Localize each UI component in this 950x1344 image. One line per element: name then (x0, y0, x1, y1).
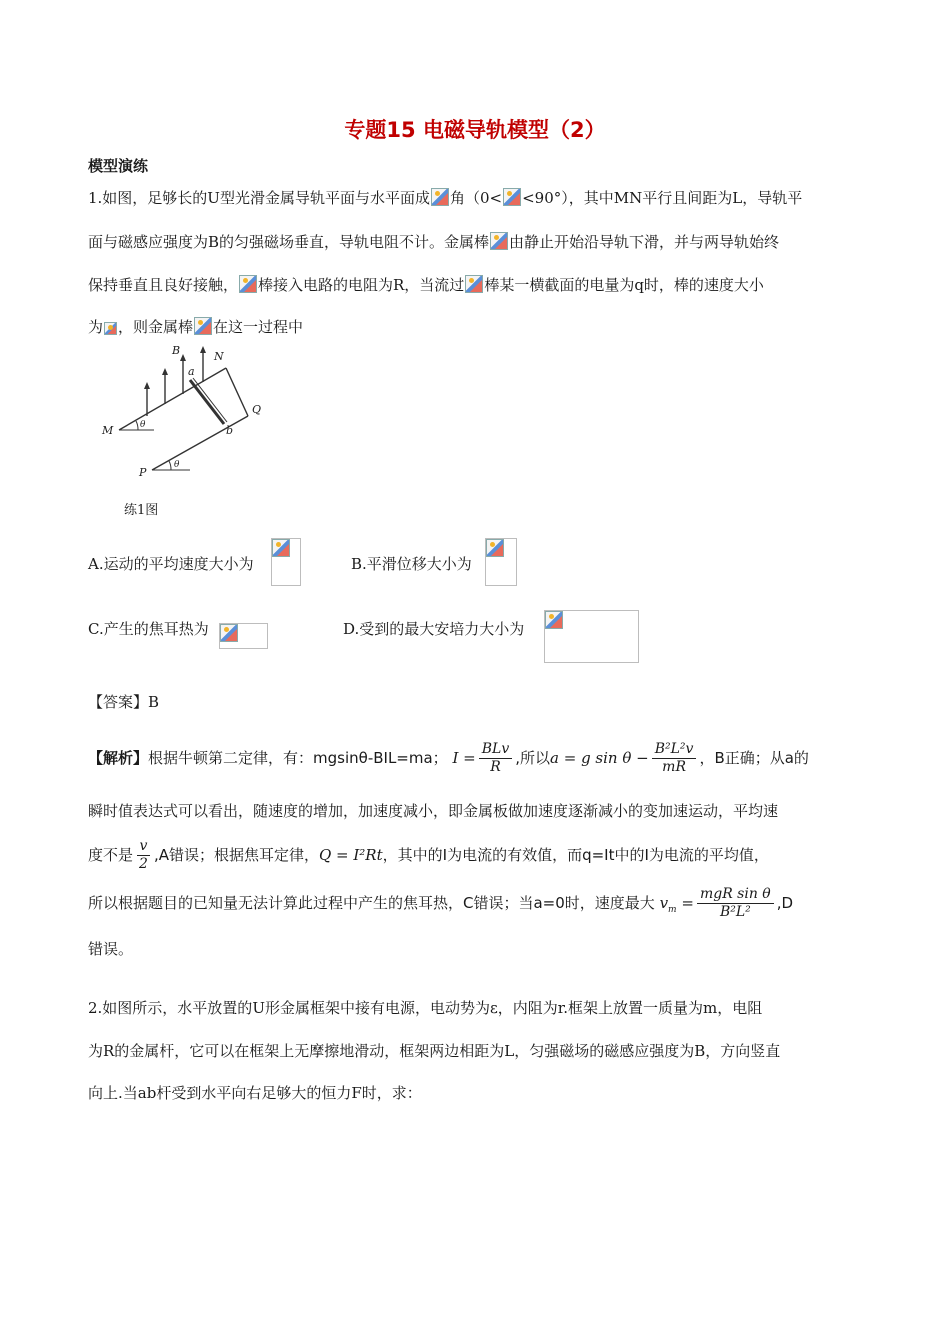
rail-diagram (92, 342, 282, 482)
metal-rod-ab (190, 380, 224, 424)
label-theta: θ (174, 460, 180, 470)
formula-image-icon (490, 232, 508, 250)
q2-line-3: 向上.当ab杆受到水平向右足够大的恒力F时，求： (88, 1084, 422, 1102)
formula-text: Q = I²Rt (318, 846, 383, 864)
q1-text: 在这一过程中 (213, 318, 304, 336)
figure-caption: 练1图 (124, 503, 159, 518)
fraction (697, 886, 774, 921)
formula-image-icon (220, 624, 238, 642)
q1-text: 保持垂直且良好接触， (88, 276, 239, 294)
formula-text: I = (452, 749, 476, 767)
page-title: 专题15 电磁导轨模型（2） (344, 118, 606, 142)
formula-symbol: = (681, 894, 694, 912)
fraction-numerator: v (137, 838, 151, 856)
q1-text: 由静止开始沿导轨下滑，并与两导轨始终 (509, 233, 780, 251)
option-a: A.运动的平均速度大小为 (88, 555, 254, 573)
q2-line-1: 2.如图所示，水平放置的U形金属框架中接有电源，电动势为ε，内阻为r.框架上放置一质量为m，电阻 (88, 999, 763, 1017)
fraction-denominator: mR (662, 759, 686, 775)
option-c-formula (219, 623, 268, 649)
option-a-formula (271, 538, 301, 586)
q1-text: 为 (88, 318, 104, 336)
fraction-denominator: 2 (139, 856, 148, 872)
label-q: Q (252, 403, 262, 416)
solution-text: ,D (776, 894, 794, 912)
fraction (652, 741, 697, 776)
formula-image-icon (272, 539, 290, 557)
q1-text: 棒接入电路的电阻为R，当流过 (258, 276, 465, 294)
section-heading: 模型演练 (88, 157, 149, 175)
rail-mn (119, 368, 226, 430)
solution-text: 根据牛顿第二定律，有：mgsinθ-BIL=ma； (148, 749, 448, 767)
formula-image-icon (465, 275, 483, 293)
fraction-denominator: R (490, 759, 501, 775)
option-d: D.受到的最大安培力大小为 (343, 620, 525, 638)
q1-line-1 (88, 187, 802, 208)
q1-text: 角（0< (449, 189, 503, 207)
label-a: a (188, 365, 195, 378)
fraction-numerator: mgR sin θ (697, 886, 774, 904)
option-c: C.产生的焦耳热为 (88, 620, 209, 638)
solution-line-3 (88, 838, 769, 873)
fraction (479, 741, 513, 776)
q1-line-3 (88, 274, 764, 295)
formula-image-icon (545, 611, 563, 629)
formula-image-icon (194, 317, 212, 335)
q1-text: 1.如图，足够长的U型光滑金属导轨平面与水平面成 (88, 189, 430, 207)
q1-line-4 (88, 316, 303, 337)
solution-text: ，B正确；从a的 (699, 749, 809, 767)
option-b-formula (485, 538, 517, 586)
formula-text: a = g sin θ − (550, 749, 649, 767)
answer: 【答案】B (88, 693, 160, 711)
formula-symbol: v (659, 894, 669, 912)
formula-image-icon (104, 322, 117, 335)
solution-text: 所以根据题目的已知量无法计算此过程中产生的焦耳热，C错误；当a=0时，速度最大 (88, 894, 655, 912)
q2-line-2: 为R的金属杆，它可以在框架上无摩擦地滑动，框架两边相距为L，匀强磁场的磁感应强度为B，方向竖直 (88, 1042, 781, 1060)
q1-text: <90°），其中MN平行且间距为L，导轨平 (522, 189, 803, 207)
solution-line-4 (88, 886, 793, 921)
label-b-field: B (172, 344, 181, 357)
formula-image-icon (431, 188, 449, 206)
label-theta: θ (140, 420, 146, 430)
q1-text: 棒某一横截面的电量为q时，棒的速度大小 (484, 276, 764, 294)
option-d-formula (544, 610, 639, 663)
fraction-denominator: B²L² (719, 904, 751, 920)
label-p: P (139, 466, 147, 479)
solution-text: ,A错误；根据焦耳定律， (153, 846, 319, 864)
fraction-numerator: BLv (479, 741, 513, 759)
option-b: B.平滑位移大小为 (351, 555, 472, 573)
solution-line-2: 瞬时值表达式可以看出，随速度的增加，加速度减小，即金属板做加速度逐渐减小的变加速运动，平均速 (88, 802, 779, 820)
solution-text: ,所以 (515, 749, 551, 767)
formula-image-icon (486, 539, 504, 557)
solution-tag: 【解析】 (88, 749, 149, 767)
rail-pq (152, 416, 248, 470)
q1-text: ，则金属棒 (118, 318, 194, 336)
label-n: N (214, 350, 224, 363)
solution-text: ，其中的I为电流的有效值，而q=It中的I为电流的平均值， (382, 846, 769, 864)
q1-line-2 (88, 231, 779, 252)
formula-image-icon (239, 275, 257, 293)
rail-nq (226, 368, 248, 416)
formula-subscript: m (668, 905, 677, 915)
formula-image-icon (503, 188, 521, 206)
label-m: M (102, 424, 114, 437)
solution-line-5: 错误。 (88, 940, 134, 958)
solution-line-1 (88, 741, 809, 776)
fraction-numerator: B²L²v (652, 741, 697, 759)
label-b: b (226, 424, 234, 437)
q1-text: 面与磁感应强度为B的匀强磁场垂直，导轨电阻不计。金属棒 (88, 233, 490, 251)
formula-text (659, 894, 694, 915)
fraction (136, 838, 151, 873)
solution-text: 度不是 (88, 846, 134, 864)
